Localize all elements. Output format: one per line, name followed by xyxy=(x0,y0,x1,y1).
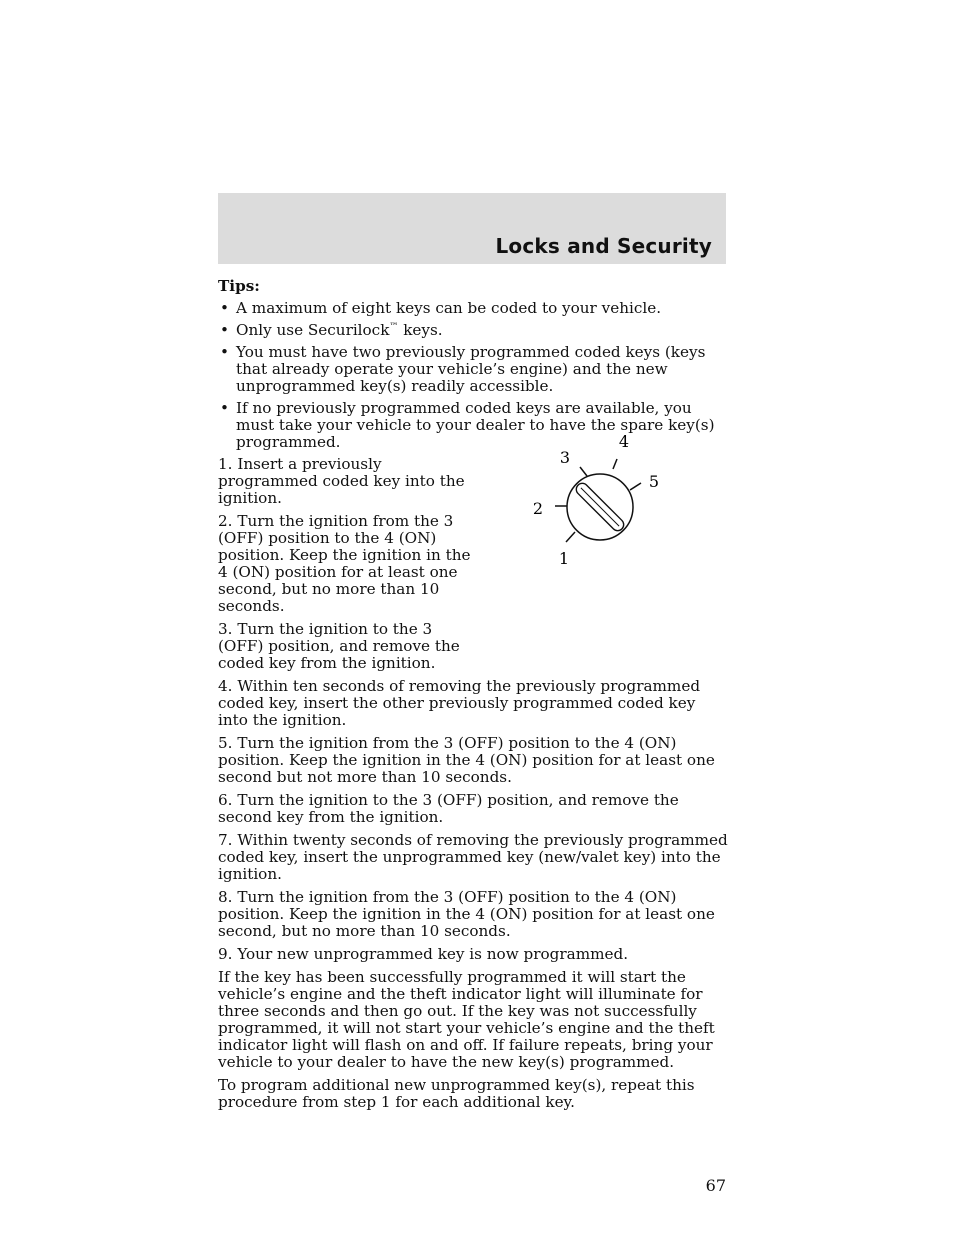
section-header-bar xyxy=(218,193,726,264)
position-tick-4 xyxy=(613,459,617,469)
position-label-2: 2 xyxy=(532,499,544,518)
tip-item: • You must have two previously programmed coded keys (keys that already operate your vehicle’s engine) and the new unprogrammed key(s) readily accessible. xyxy=(220,343,706,395)
trademark-mark: ™ xyxy=(389,321,399,332)
ignition-position-diagram xyxy=(520,420,680,580)
step-3: 3. Turn the ignition to the 3 (OFF) position, and remove the coded key from the ignition. xyxy=(218,620,460,672)
step-1: 1. Insert a previously programmed coded key into the ignition. xyxy=(218,455,465,507)
bullet-icon: • xyxy=(220,321,229,339)
tip-item: • If no previously programmed coded keys are available, you must take your vehicle to your dealer to have the spare key(s) programmed. xyxy=(220,399,715,451)
step-5: 5. Turn the ignition from the 3 (OFF) position to the 4 (ON) position. Keep the ignition in the 4 (ON) position for at least one second but not more than 10 seconds. xyxy=(218,734,715,786)
result-paragraph: If the key has been successfully programmed it will start the vehicle’s engine and the theft indicator light will illuminate for three seconds and then go out. If the key was not successfully programmed, it will not start your vehicle’s engine and the theft indicator light will flash on and off. If failure repeats, bring your vehicle to your dealer to have the new key(s) programmed. xyxy=(218,968,715,1071)
tip-item: • Only use Securilock™ keys. xyxy=(220,321,443,339)
position-tick-1 xyxy=(566,532,575,542)
position-tick-3 xyxy=(580,467,587,476)
step-2: 2. Turn the ignition from the 3 (OFF) position to the 4 (ON) position. Keep the ignition in the 4 (ON) position for at least one second, but no more than 10 seconds. xyxy=(218,512,471,615)
step-9: 9. Your new unprogrammed key is now programmed. xyxy=(218,945,629,963)
position-label-4: 4 xyxy=(618,432,630,451)
key-slot-icon xyxy=(574,481,626,533)
step-7: 7. Within twenty seconds of removing the previously programmed coded key, insert the unprogrammed key (new/valet key) into the ignition. xyxy=(218,831,728,883)
section-title: Locks and Security xyxy=(495,234,712,258)
position-label-3: 3 xyxy=(559,448,571,467)
additional-keys-paragraph: To program additional new unprogrammed key(s), repeat this procedure from step 1 for each additional key. xyxy=(218,1076,695,1111)
step-4: 4. Within ten seconds of removing the previously programmed coded key, insert the other previously programmed coded key into the ignition. xyxy=(218,677,701,729)
tips-label: Tips: xyxy=(218,277,260,295)
bullet-icon: • xyxy=(220,299,229,317)
tip-item: • A maximum of eight keys can be coded to your vehicle. xyxy=(220,299,662,317)
bullet-icon: • xyxy=(220,343,229,361)
page-number: 67 xyxy=(705,1176,726,1195)
step-6: 6. Turn the ignition to the 3 (OFF) position, and remove the second key from the ignition. xyxy=(218,791,679,826)
page-content xyxy=(218,278,728,1117)
position-tick-5 xyxy=(630,483,641,490)
bullet-icon: • xyxy=(220,399,229,417)
step-8: 8. Turn the ignition from the 3 (OFF) position to the 4 (ON) position. Keep the ignition in the 4 (ON) position for at least one second, but no more than 10 seconds. xyxy=(218,888,715,940)
position-label-5: 5 xyxy=(648,472,660,491)
position-label-1: 1 xyxy=(558,549,570,568)
